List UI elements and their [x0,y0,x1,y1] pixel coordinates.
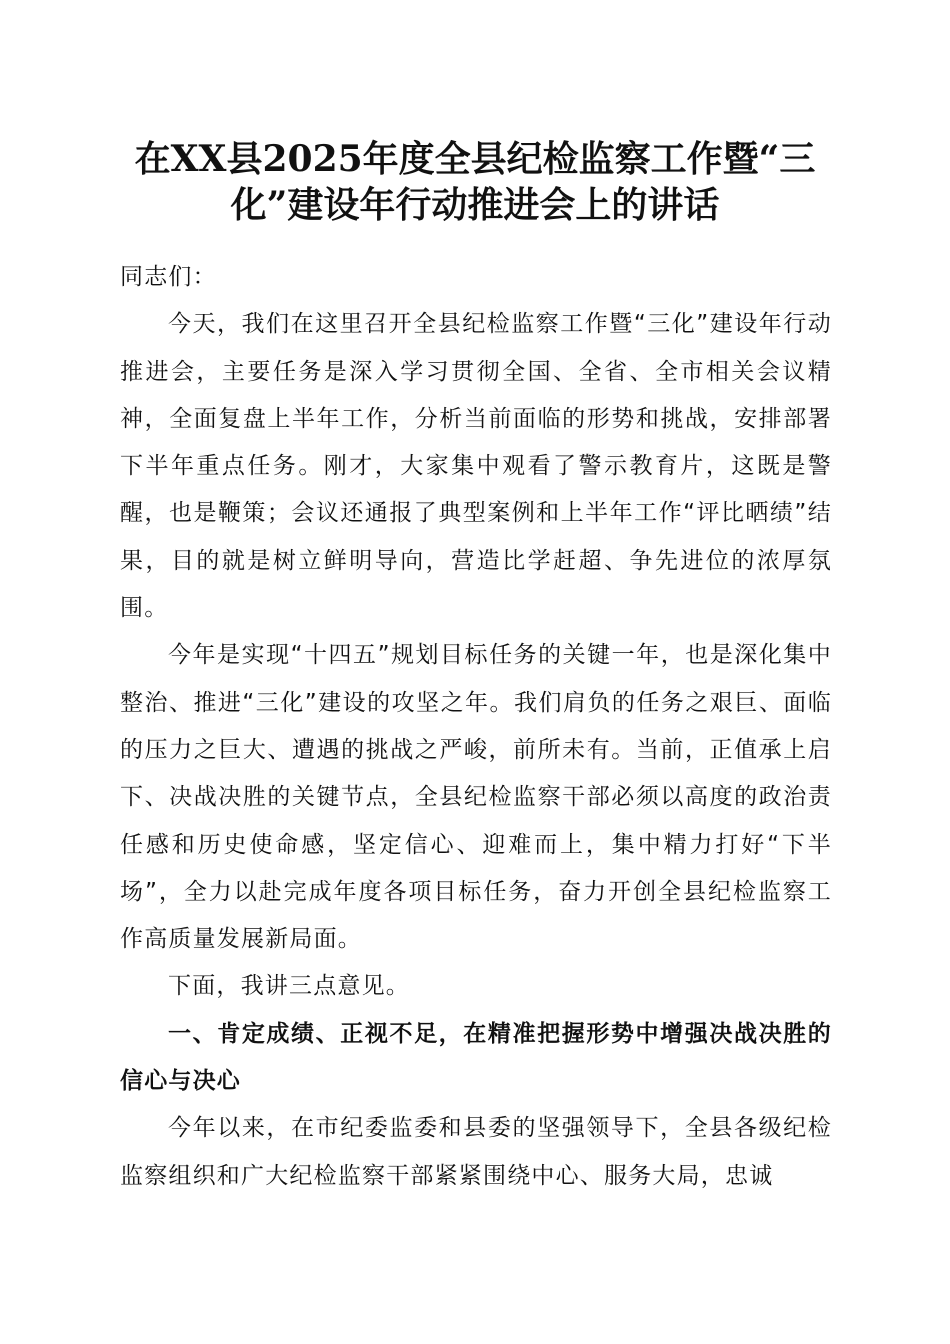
paragraph-opening: 今天，我们在这里召开全县纪检监察工作暨“三化”建设年行动推进会，主要任务是深入学习贯彻全国、全省、全市相关会议精神，全面复盘上半年工作，分析当前面临的形势和挑战，安排部署下半年重点任务。刚才，大家集中观看了警示教育片，这既是警醒，也是鞭策；会议还通报了典型案例和上半年工作“评比晒绩”结果，目的就是树立鲜明导向，营造比学赶超、争先进位的浓厚氛围。 [120,311,832,622]
paragraph-context: 今年是实现“十四五”规划目标任务的关键一年，也是深化集中整治、推进“三化”建设的攻坚之年。我们肩负的任务之艰巨、面临的压力之巨大、遭遇的挑战之严峻，前所未有。当前，正值承上启下、决战决胜的关键节点，全县纪检监察干部必须以高度的政治责任感和历史使命感，坚定信心、迎难而上，集中精力打好“下半场”，全力以赴完成年度各项目标任务，奋力开创全县纪检监察工作高质量发展新局面。 [120,642,832,953]
section-1-paragraph: 今年以来，在市纪委监委和县委的坚强领导下，全县各级纪检监察组织和广大纪检监察干部紧紧围绕中心、服务大局，忠诚 [120,1115,832,1189]
document-title [110,136,840,228]
paragraph-transition: 下面，我讲三点意见。 [168,973,410,1000]
salutation: 同志们： [120,264,217,290]
document-body [120,254,832,1200]
title-line-2: 化”建设年行动推进会上的讲话 [230,184,720,226]
title-line-1: 在XX县2025年度全县纪检监察工作暨“三 [134,138,816,180]
section-1-heading: 一、肯定成绩、正视不足，在精准把握形势中增强决战决胜的信心与决心 [120,1020,832,1095]
